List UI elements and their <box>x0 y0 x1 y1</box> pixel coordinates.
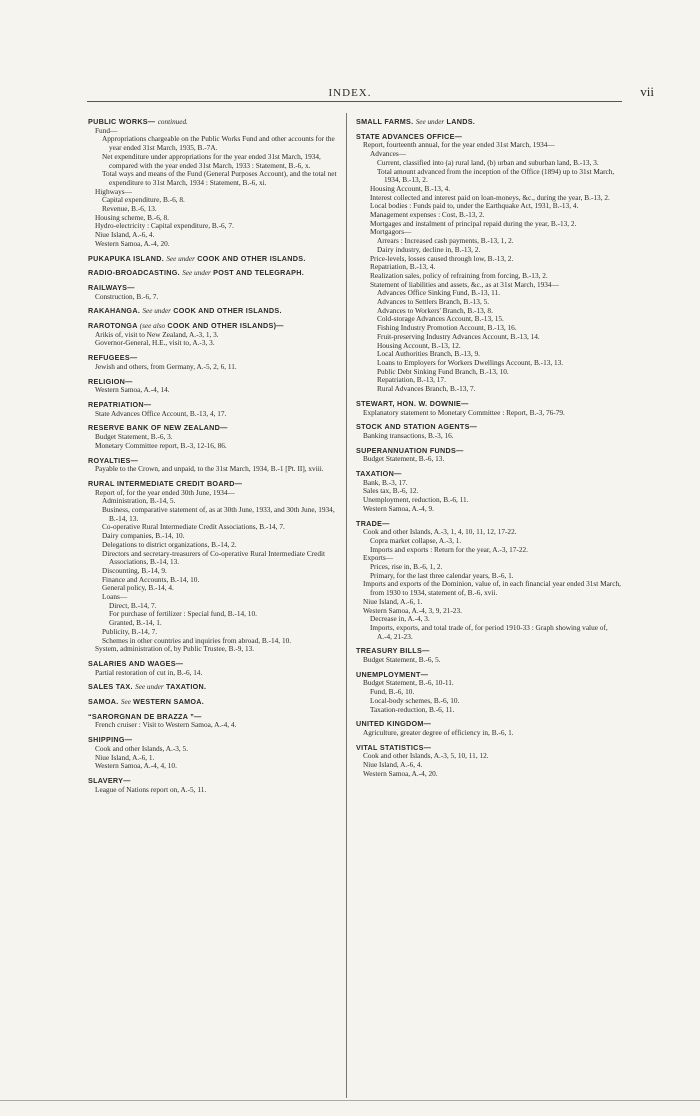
index-entry <box>88 255 348 264</box>
index-subentry: Capital expenditure, B.-6, 8. <box>102 195 185 205</box>
heading-term: RAROTONGA <box>88 321 138 331</box>
index-subentry: Explanatory statement to Monetary Committee : Report, B.-3, 76-79. <box>363 407 565 417</box>
index-subentry: Advances to Settlers Branch, B.-13, 5. <box>377 297 490 307</box>
cross-reference: LANDS. <box>446 117 476 126</box>
index-subentry: Niue Island, A.-6, 1. <box>363 596 423 606</box>
index-entry <box>356 470 624 514</box>
index-subentry: Cook and other Islands, A.-3, 5. <box>95 743 189 753</box>
index-subentry: Advances Office Sinking Fund, B.-13, 11. <box>377 288 501 298</box>
index-subentry: Niue Island, A.-6, 4. <box>363 760 423 770</box>
index-subentry: Report, fourteenth annual, for the year ended 31st March, 1934— <box>363 140 555 150</box>
index-subentry: Exports— <box>363 553 393 563</box>
index-subentry: Unemployment, reduction, B.-6, 11. <box>363 495 469 505</box>
index-subentry: Partial restoration of cut in, B.-6, 14. <box>95 667 203 677</box>
index-heading <box>88 255 348 264</box>
index-subentry: Budget Statement, B.-6, 5. <box>363 655 441 665</box>
index-subentry: Local-body schemes, B.-6, 10. <box>370 695 460 705</box>
index-subentry: Mortgages and instalment of principal repaid during the year, B.-13, 2. <box>370 218 577 228</box>
index-subentry: Decrease in, A.-4, 3. <box>370 614 430 624</box>
index-column-right <box>356 118 624 785</box>
index-subentry: Rural Advances Branch, B.-13, 7. <box>377 384 476 394</box>
index-entry <box>88 457 348 474</box>
page-header-title: INDEX. <box>328 87 372 99</box>
index-entry <box>88 378 348 395</box>
see-reference: See under <box>135 683 164 692</box>
index-entry <box>88 713 348 730</box>
index-subentry: Housing Account, B.-13, 4. <box>370 183 451 193</box>
index-subentry: Dairy companies, B.-14, 10. <box>102 531 185 541</box>
index-subentry: Copra market collapse, A.-3, 1. <box>370 535 462 545</box>
index-entry <box>88 660 348 677</box>
index-subentry: Management expenses : Cost, B.-13, 2. <box>370 210 485 220</box>
index-subentry: League of Nations report on, A.-5, 11. <box>95 784 207 794</box>
index-entry <box>356 118 624 127</box>
heading-term: UNEMPLOYMENT— <box>356 669 429 679</box>
index-subentry: Banking transactions, B.-3, 16. <box>363 430 454 440</box>
index-subentry: Total ways and means of the Fund (General Purposes Account), and the total net expenditure to 31st March, 1934 : Statement, B.-6, xi. <box>102 169 337 187</box>
index-subentry: Business, comparative statement of, as at 30th June, 1933, and 30th June, 1934, B.-14, 13. <box>102 505 335 523</box>
heading-term: STOCK AND STATION AGENTS— <box>356 422 478 432</box>
index-subentry: Public Debt Sinking Fund Branch, B.-13, 10. <box>377 366 509 376</box>
footer-rule <box>0 1100 700 1101</box>
index-subentry: Housing Account, B.-13, 12. <box>377 340 461 350</box>
index-subentry: Repatriation, B.-13, 17. <box>377 375 446 385</box>
index-subentry: Dairy industry, decline in, B.-13, 2. <box>377 244 481 254</box>
heading-term: RELIGION— <box>88 376 133 386</box>
cross-reference: WESTERN SAMOA. <box>133 697 205 707</box>
heading-term: SUPERANNUATION FUNDS— <box>356 445 464 455</box>
index-subentry: Fishing Industry Promotion Account, B.-13, 16. <box>377 323 517 333</box>
index-subentry: Directors and secretary-treasurers of Co-operative Rural Intermediate Credit Associations, B.-14, 13. <box>102 548 326 567</box>
index-subentry: Delegations to district organizations, B.-14, 2. <box>102 539 237 549</box>
heading-term: STATE ADVANCES OFFICE— <box>356 131 463 141</box>
see-reference: See under <box>142 307 171 316</box>
index-entry <box>88 322 348 348</box>
index-subentry: Western Samoa, A.-4, 20. <box>363 768 438 778</box>
index-subentry: Finance and Accounts, B.-14, 10. <box>102 574 200 584</box>
index-subentry: Western Samoa, A.-4, 20. <box>95 238 170 248</box>
index-entry <box>356 720 624 737</box>
index-subentry: Jewish and others, from Germany, A.-5, 2, 6, 11. <box>95 361 237 371</box>
index-subentry: Total amount advanced from the inception of the Office (1894) up to 31st March, 1934, B.-13, 2. <box>377 166 615 185</box>
heading-term: TRADE— <box>356 518 390 528</box>
heading-term: REPATRIATION— <box>88 399 152 409</box>
heading-term: SHIPPING— <box>88 735 133 745</box>
index-subentry: Western Samoa, A.-4, 3, 9, 21-23. <box>363 605 462 615</box>
heading-term: TREASURY BILLS— <box>356 646 430 656</box>
index-subentry: Cook and other Islands, A.-3, 1, 4, 10, 11, 12, 17-22. <box>363 527 517 537</box>
index-column-left <box>88 118 348 800</box>
heading-term: TAXATION— <box>356 469 402 479</box>
index-subentry: State Advances Office Account, B.-13, 4, 17. <box>95 408 227 418</box>
index-subentry: General policy, B.-14, 4. <box>102 583 174 593</box>
index-heading <box>88 683 348 692</box>
heading-term: SLAVERY— <box>88 776 131 785</box>
index-subentry: Administration, B.-14, 5. <box>102 496 176 506</box>
heading-term: ROYALTIES— <box>88 455 139 465</box>
heading-term: RAKAHANGA. <box>88 306 141 316</box>
heading-term: UNITED KINGDOM— <box>356 719 432 729</box>
index-subentry: Appropriations chargeable on the Public Works Fund and other accounts for the year ended 31st March, 1935, B.-7A. <box>102 134 335 153</box>
heading-term: RAILWAYS— <box>88 282 135 292</box>
index-subentry: Budget Statement, B.-6, 3. <box>95 432 173 442</box>
heading-term: RURAL INTERMEDIATE CREDIT BOARD— <box>88 478 243 488</box>
index-subentry: Report of, for the year ended 30th June, 1934— <box>95 487 235 497</box>
index-entry <box>88 777 348 794</box>
index-subentry: Fund, B.-6, 10. <box>370 687 415 697</box>
index-subentry: Mortgagors— <box>370 227 412 237</box>
index-entry <box>88 424 348 450</box>
cross-reference: COOK AND OTHER ISLANDS)— <box>167 321 284 331</box>
index-subentry: Cold-storage Advances Account, B.-13, 15. <box>377 314 504 324</box>
index-subentry: Publicity, B.-14, 7. <box>102 626 158 636</box>
index-entry <box>88 480 348 654</box>
index-entry <box>356 400 624 417</box>
see-reference: continued. <box>157 118 188 126</box>
index-subentry: Advances to Workers' Branch, B.-13, 8. <box>377 305 493 315</box>
index-subentry: Schemes in other countries and inquiries from abroad, B.-14, 10. <box>102 635 292 645</box>
index-subentry: Cook and other Islands, A.-3, 5, 10, 11, 12. <box>363 751 489 761</box>
index-subentry: System, administration of, by Public Trustee, B.-9, 13. <box>95 644 255 654</box>
heading-term: SAMOA. <box>88 697 119 707</box>
index-heading <box>88 307 348 316</box>
index-subentry: Direct, B.-14, 7. <box>109 600 157 610</box>
index-subentry: Governor-General, H.E., visit to, A.-3, 3. <box>95 338 215 348</box>
cross-reference: TAXATION. <box>165 682 207 692</box>
page-number: vii <box>640 84 654 99</box>
index-entry <box>88 736 348 771</box>
heading-term: RADIO-BROADCASTING. <box>88 268 180 278</box>
index-subentry: Sales tax, B.-6, 12. <box>363 486 419 496</box>
index-subentry: Price-levels, losses caused through low, B.-13, 2. <box>370 253 514 263</box>
index-subentry: Co-operative Rural Intermediate Credit Associations, B.-14, 7. <box>102 522 285 532</box>
index-subentry: Taxation-reduction, B.-6, 11. <box>370 704 455 714</box>
index-entry <box>88 307 348 316</box>
see-reference: See <box>120 698 131 707</box>
index-subentry: Statement of liabilities and assets, &c., as at 31st March, 1934— <box>370 279 559 289</box>
index-entry <box>88 698 348 707</box>
index-entry <box>88 354 348 371</box>
heading-term: RESERVE BANK OF NEW ZEALAND— <box>88 423 228 433</box>
index-subentry: Western Samoa, A.-4, 9. <box>363 503 434 513</box>
see-reference: See under <box>182 269 211 278</box>
index-subentry: Budget Statement, B.-6, 13. <box>363 454 445 464</box>
index-entry <box>88 401 348 418</box>
index-entry <box>88 284 348 301</box>
heading-term: STEWART, HON. W. DOWNIE— <box>356 398 469 408</box>
index-subentry: Local Authorities Branch, B.-13, 9. <box>377 349 480 359</box>
index-entry <box>356 671 624 715</box>
index-subentry: Budget Statement, B.-6, 10-11. <box>363 678 454 688</box>
index-entry <box>356 133 624 394</box>
index-subentry: Local bodies : Funds paid to, under the Earthquake Act, 1931, B.-13, 4. <box>370 201 579 211</box>
index-subentry: Granted, B.-14, 1. <box>109 618 162 628</box>
index-entry <box>88 269 348 278</box>
index-subentry: Loans to Employers for Workers Dwellings Account, B.-13, 13. <box>377 357 564 367</box>
index-subentry: Revenue, B.-6, 13. <box>102 204 157 214</box>
index-subentry: Imports and exports of the Dominion, value of, in each financial year ended 31st March, from 1930 to 1934, statement of, B.-6, xvii. <box>363 579 621 598</box>
index-subentry: Realization sales, policy of refraining from forcing, B.-13, 2. <box>370 270 548 280</box>
index-entry <box>88 118 348 249</box>
index-subentry: Loans— <box>102 592 128 602</box>
index-subentry: Arikis of, visit to New Zealand, A.-3, 1, 3. <box>95 329 219 339</box>
index-subentry: Bank, B.-3, 17. <box>363 477 408 487</box>
index-subentry: Housing scheme, B.-6, 8. <box>95 212 169 222</box>
heading-term: VITAL STATISTICS— <box>356 742 432 752</box>
heading-term: PUBLIC WORKS— <box>88 117 156 126</box>
index-subentry: Construction, B.-6, 7. <box>95 291 159 301</box>
index-subentry: Repatriation, B.-13, 4. <box>370 262 436 272</box>
index-heading <box>88 118 348 127</box>
index-subentry: Arrears : Increased cash payments, B.-13, 1, 2. <box>377 236 514 246</box>
index-subentry: Net expenditure under appropriations for the year ended 31st March, 1934, compared with the year ended 31st March, 1933 : Statement, B.-6, x. <box>102 151 321 170</box>
heading-term: SALARIES AND WAGES— <box>88 658 184 668</box>
heading-term: “SARORGNAN DE BRAZZA ”— <box>88 711 202 721</box>
index-subentry: Fund— <box>95 125 118 135</box>
index-subentry: Monetary Committee report, B.-3, 12-16, 86. <box>95 440 227 450</box>
index-heading <box>356 118 624 127</box>
index-entry <box>88 683 348 692</box>
index-subentry: Current, classified into (a) rural land, (b) urban and suburban land, B.-13, 3. <box>377 157 599 167</box>
index-subentry: Western Samoa, A.-4, 14. <box>95 385 170 395</box>
index-subentry: French cruiser : Visit to Western Samoa, A.-4, 4. <box>95 720 237 730</box>
cross-reference: COOK AND OTHER ISLANDS. <box>173 306 282 316</box>
index-subentry: Agriculture, greater degree of efficiency in, B.-6, 1. <box>363 728 514 737</box>
see-reference: See under <box>166 254 195 263</box>
index-subentry: Primary, for the last three calendar years, B.-6, 1. <box>370 570 514 580</box>
header-rule <box>87 101 622 102</box>
index-subentry: Advances— <box>370 149 407 159</box>
heading-term: SALES TAX. <box>88 682 133 692</box>
index-entry <box>356 423 624 440</box>
index-entry <box>356 520 624 642</box>
index-subentry: Interest collected and interest paid on loan-moneys, &c., during the year, B.-13, 2. <box>370 192 610 202</box>
index-subentry: Discounting, B.-14, 9. <box>102 565 167 575</box>
index-subentry: Hydro-electricity : Capital expenditure, B.-6, 7. <box>95 221 234 231</box>
index-subentry: Western Samoa, A.-4, 4, 10. <box>95 761 177 771</box>
index-entry <box>356 647 624 664</box>
index-subentry: Imports, exports, and total trade of, for period 1910-33 : Graph showing value of, A.-4, 21-23. <box>370 622 608 641</box>
index-subentry: For purchase of fertilizer : Special fund, B.-14, 10. <box>109 609 257 619</box>
heading-term: SMALL FARMS. <box>356 117 414 126</box>
index-entry <box>356 447 624 464</box>
index-subentry: Payable to the Crown, and unpaid, to the 31st March, 1934, B.-1 [Pt. II], xviii. <box>95 464 324 474</box>
heading-term: PUKAPUKA ISLAND. <box>88 253 165 263</box>
see-reference: See under <box>415 118 445 126</box>
index-heading <box>88 698 348 707</box>
cross-reference: POST AND TELEGRAPH. <box>213 268 305 278</box>
heading-term: REFUGEES— <box>88 353 138 363</box>
index-subentry: Niue Island, A.-6, 1. <box>95 752 155 762</box>
see-reference: (see also <box>139 322 166 331</box>
index-subentry: Prices, rise in, B.-6, 1, 2. <box>370 562 443 572</box>
index-subentry: Highways— <box>95 186 132 196</box>
index-subentry: Fruit-preserving Industry Advances Account, B.-13, 14. <box>377 331 540 341</box>
index-entry <box>356 744 624 779</box>
index-heading <box>88 269 348 278</box>
cross-reference: COOK AND OTHER ISLANDS. <box>197 253 306 263</box>
index-subentry: Niue Island, A.-6, 4. <box>95 230 155 240</box>
index-subentry: Imports and exports : Return for the year, A.-3, 17-22. <box>370 544 528 554</box>
